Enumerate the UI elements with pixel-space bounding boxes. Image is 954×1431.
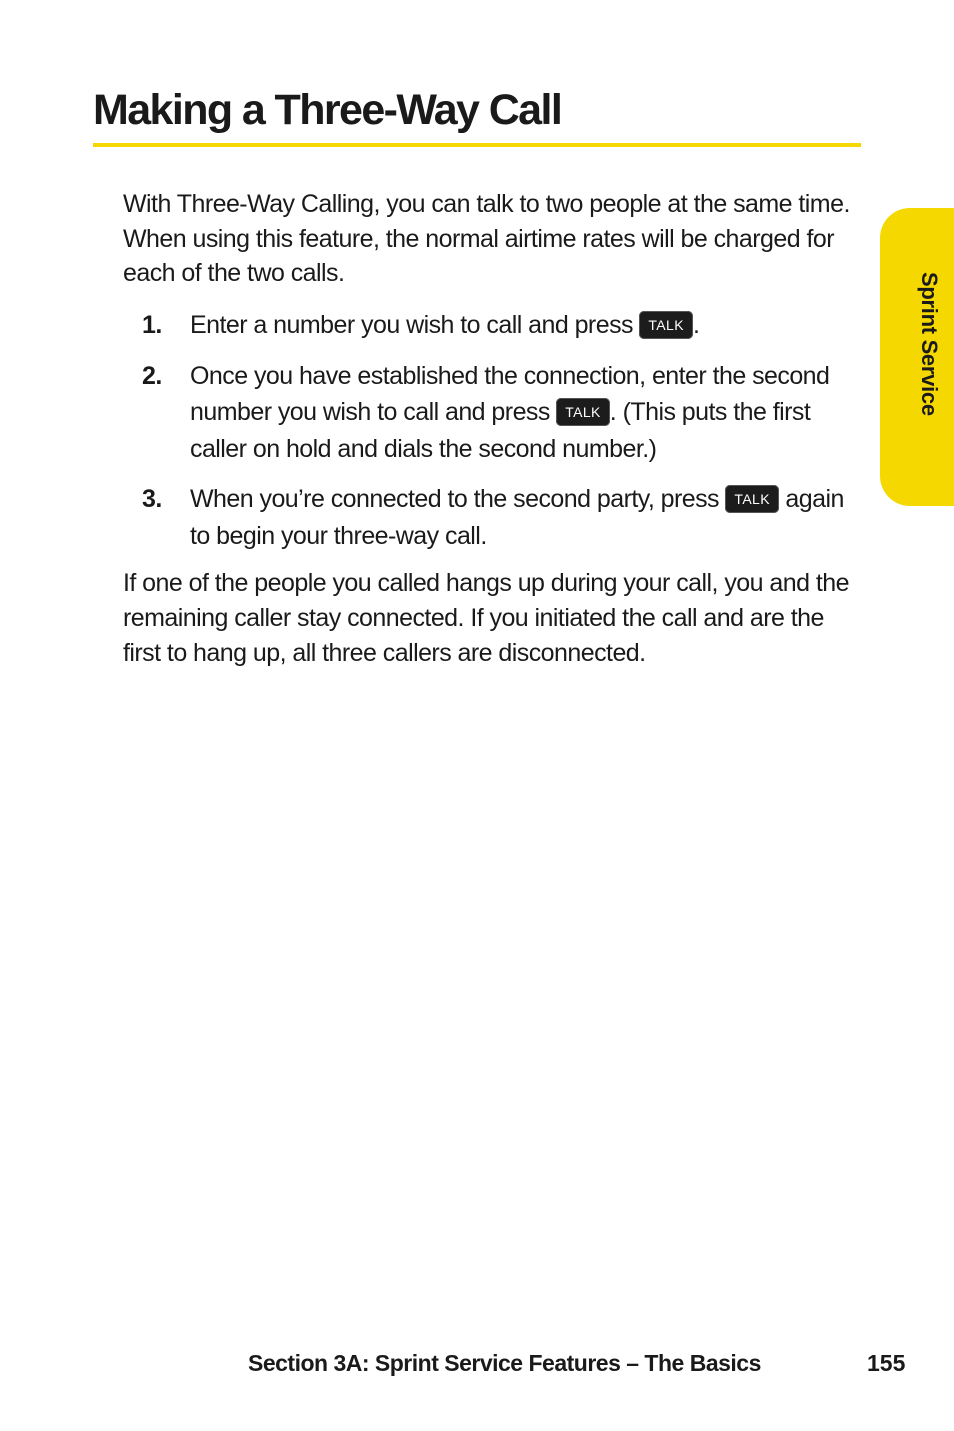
step-text: When you’re connected to the second party, press bbox=[190, 485, 726, 514]
step-text: again to begin your three-way call. bbox=[190, 485, 844, 550]
step-number: 2. bbox=[142, 361, 162, 390]
side-tab-label: Sprint Service bbox=[917, 272, 942, 416]
step-text: Once you have established the connection, enter the second number you wish to call and press bbox=[190, 361, 830, 427]
talk-key-icon: TALK bbox=[556, 398, 610, 426]
step-text: . bbox=[692, 311, 700, 340]
page-body bbox=[123, 187, 858, 670]
talk-key-icon: TALK bbox=[725, 485, 779, 513]
closing-paragraph: If one of the people you called hangs up during your call, you and the remaining caller stay connected. If you initiated the call and are the first to hang up, all three callers are disconnected. bbox=[123, 569, 849, 667]
intro-paragraph: With Three-Way Calling, you can talk to two people at the same time. When using this feature, the normal airtime rates will be charged for each of the two calls. bbox=[123, 190, 850, 288]
page-title: Making a Three-Way Call bbox=[93, 86, 562, 134]
step-number: 3. bbox=[142, 485, 162, 514]
step-1 bbox=[123, 307, 858, 344]
step-text: Enter a number you wish to call and press bbox=[190, 311, 640, 340]
step-list bbox=[123, 307, 858, 554]
step-number: 1. bbox=[142, 311, 162, 340]
title-rule bbox=[93, 143, 861, 147]
step-2 bbox=[123, 358, 858, 468]
talk-key-icon: TALK bbox=[639, 311, 693, 339]
step-3 bbox=[123, 481, 858, 554]
footer-section-title: Section 3A: Sprint Service Features – The Basics bbox=[248, 1350, 761, 1376]
step-text: . (This puts the first caller on hold and dials the second number.) bbox=[190, 398, 811, 463]
page-number: 155 bbox=[867, 1350, 906, 1376]
